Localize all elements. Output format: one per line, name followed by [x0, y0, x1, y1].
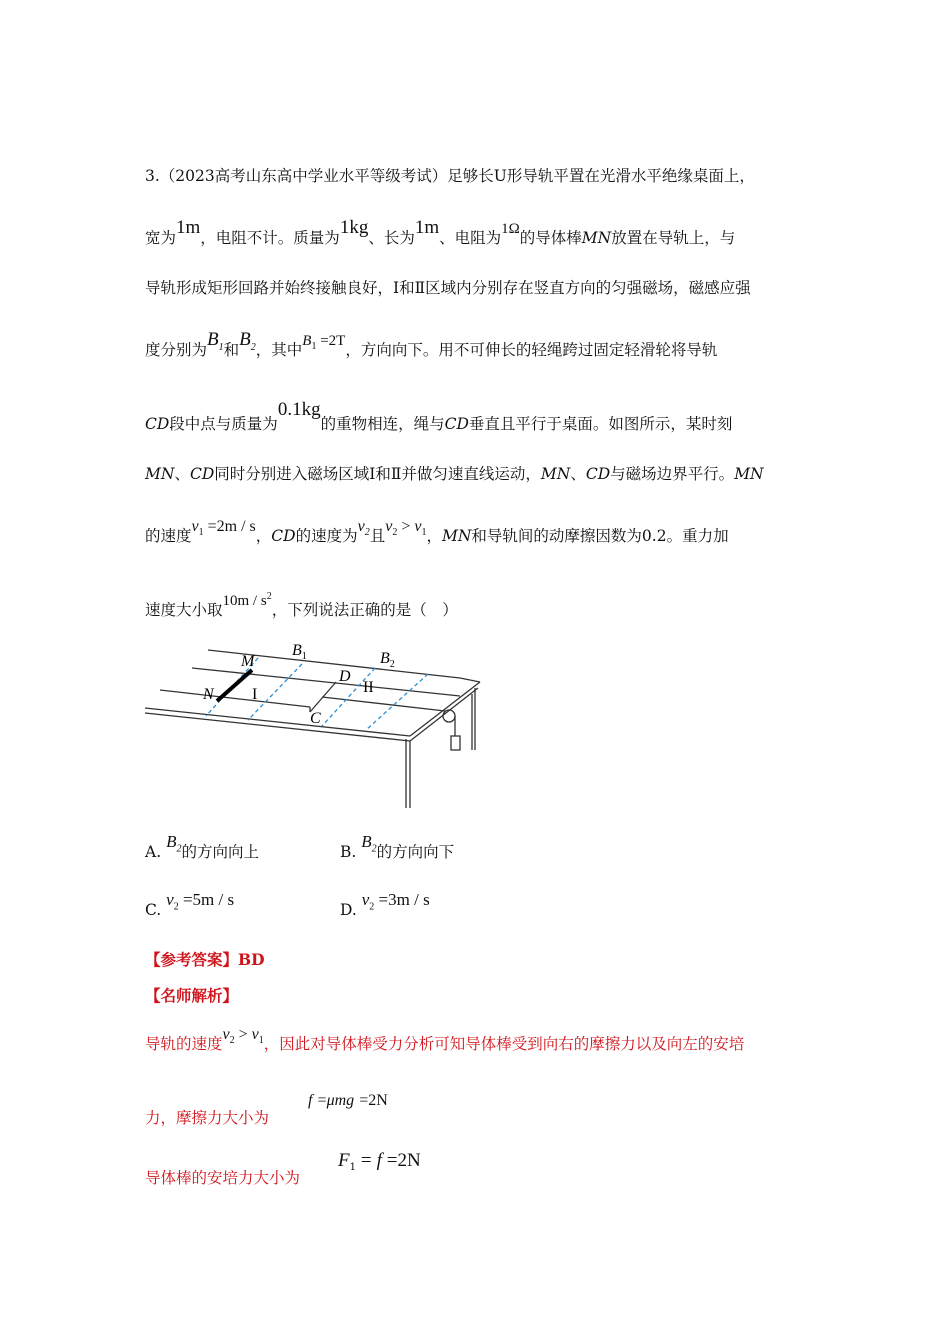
- option-a-b2: $B_2$: [166, 832, 182, 855]
- question-line-5: CD段中点与质量为0.1kg的重物相连，绳与CD垂直且平行于桌面。如图所示，某时刻: [145, 399, 733, 433]
- table-and-rails: [145, 650, 480, 808]
- b1-equation: $B_1 =2T$: [302, 333, 346, 352]
- analysis-line-2: 力，摩擦力大小为: [145, 1109, 270, 1127]
- analysis-v2-gt-v1: $v_2 > v_1$: [222, 1026, 264, 1047]
- length-value: 1m: [414, 217, 440, 238]
- question-line-2: 宽为1m，电阻不计。质量为1kg、长为1m、电阻为1Ω的导体棒MN放置在导轨上，与: [145, 217, 736, 247]
- v2-symbol: $v_2$: [357, 518, 370, 539]
- question-line-7: 的速度$v_1 =2m / s$，CD的速度为$v_2$且$v_2 > v_1$，MN和导轨间的动摩擦因数为0.2。重力加: [145, 518, 729, 545]
- label-n: N: [203, 686, 214, 703]
- b1-symbol: $B_1$: [207, 329, 224, 353]
- question-line-8: 速度大小取$10m / s^2$，下列说法正确的是（ ）: [145, 591, 458, 619]
- analysis-line-1: 导轨的速度$v_2 > v_1$，因此对导体棒受力分析可知导体棒受到向右的摩擦力以及向左的安培: [145, 1026, 745, 1053]
- v2-gt-v1: $v_2 > v_1$: [385, 518, 427, 539]
- label-b2: $B_2$: [380, 650, 395, 670]
- rod-mn: [217, 670, 252, 701]
- option-b-b2: $B_2$: [361, 832, 377, 855]
- v1-equation: $v_1 =2m / s$: [191, 518, 256, 539]
- question-line-1: 3.（2023高考山东高中学业水平等级考试）足够长U形导轨平置在光滑水平绝缘桌面上，: [145, 167, 755, 185]
- label-c: C: [310, 710, 321, 727]
- label-b1: $B_1$: [292, 642, 307, 662]
- b2-symbol: $B_2$: [239, 329, 256, 353]
- ampere-force-equation: $F_1 = f =2N$: [338, 1150, 421, 1174]
- question-line-6: MN、CD同时分别进入磁场区域Ⅰ和Ⅱ并做匀速直线运动，MN、CD与磁场边界平行。MN: [145, 465, 764, 483]
- question-source: （2023高考山东高中学业水平等级考试）: [159, 167, 448, 185]
- weight-mass-value: 0.1kg: [277, 399, 321, 420]
- option-a[interactable]: A. $B_2$的方向向上: [145, 832, 259, 861]
- question-number: 3.: [145, 167, 160, 185]
- label-d: D: [339, 668, 351, 685]
- option-c-value: $v_2 =5m / s$: [166, 890, 235, 913]
- question-line-3: 导轨形成矩形回路并始终接触良好，Ⅰ和Ⅱ区域内分别存在竖直方向的匀强磁场，磁感应强: [145, 279, 751, 297]
- analysis-label: 【名师解析】: [145, 986, 239, 1005]
- answer-label: 【参考答案】BD: [145, 950, 265, 969]
- question-line-4: 度分别为$B_1$和$B_2$，其中$B_1 =2T$，方向向下。用不可伸长的轻绳跨过固定轻滑轮将导轨: [145, 329, 718, 359]
- option-c[interactable]: C. $v_2 =5m / s$: [145, 890, 235, 919]
- label-m: M: [241, 653, 255, 670]
- mass-value: 1kg: [339, 217, 369, 238]
- option-d[interactable]: D. $v_2 =3m / s$: [340, 890, 430, 919]
- width-value: 1m: [176, 217, 201, 238]
- option-b[interactable]: B. $B_2$的方向向下: [340, 832, 455, 861]
- friction-equation: f =μmg =2N: [308, 1092, 388, 1109]
- gravity-value: $10m / s^2$: [222, 591, 272, 609]
- rail-diagram: [140, 636, 490, 816]
- label-region-2: II: [363, 679, 374, 696]
- resistance-value: 1Ω: [501, 221, 520, 237]
- option-d-value: $v_2 =3m / s$: [361, 890, 430, 913]
- analysis-line-3: 导体棒的安培力大小为: [145, 1169, 301, 1187]
- label-region-1: I: [252, 686, 258, 703]
